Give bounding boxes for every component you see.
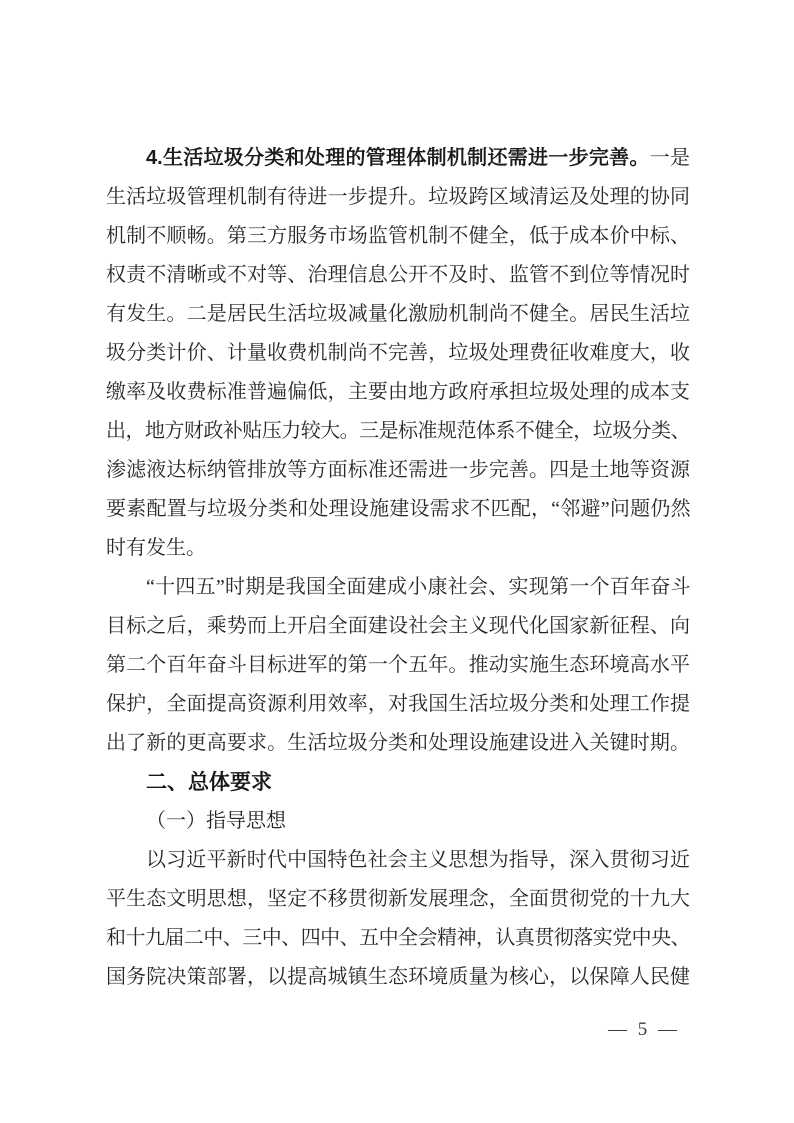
line-text: 权责不清晰或不对等、治理信息公开不及时、监管不到位等情况时 (106, 264, 690, 286)
paragraph-first-line (106, 841, 690, 880)
line-text: 出，地方财政补贴压力较大。三是标准规范体系不健全，垃圾分类、 (106, 420, 690, 442)
line-text: 保护，全面提高资源利用效率，对我国生活垃圾分类和处理工作提 (106, 693, 690, 715)
text-line (106, 334, 690, 373)
line-text: 一是 (649, 147, 690, 169)
line-text: 第二个百年奋斗目标进军的第一个五年。推动实施生态环境高水平 (106, 654, 690, 676)
line-text: 二、总体要求 (146, 771, 272, 794)
line-text: 和十九届二中、三中、四中、五中全会精神，认真贯彻落实党中央、 (106, 927, 690, 949)
text-line (106, 724, 690, 763)
line-text: 要素配置与垃圾分类和处理设施建设需求不匹配，“邻避”问题仍然 (106, 498, 690, 520)
text-line (106, 607, 690, 646)
line-text: 目标之后，乘势而上开启全面建设社会主义现代化国家新征程、向 (106, 615, 690, 637)
text-line (106, 919, 690, 958)
line-text: 生活垃圾管理机制有待进一步提升。垃圾跨区域清运及处理的协同 (106, 186, 690, 208)
line-text: “十四五”时期是我国全面建成小康社会、实现第一个百年奋斗 (146, 576, 690, 598)
subsection-heading (106, 802, 690, 841)
text-line (106, 412, 690, 451)
bold-lead-text: 4.生活垃圾分类和处理的管理体制机制还需进一步完善。 (146, 147, 650, 169)
line-text: 缴率及收费标准普遍偏低，主要由地方政府承担垃圾处理的成本支 (106, 381, 690, 403)
text-line (106, 256, 690, 295)
line-text: 时有发生。 (106, 537, 206, 559)
text-line (106, 646, 690, 685)
text-line (106, 373, 690, 412)
text-line (106, 880, 690, 919)
text-line (106, 958, 690, 997)
line-text: 有发生。二是居民生活垃圾减量化激励机制尚不健全。居民生活垃 (106, 303, 690, 325)
text-block (106, 139, 690, 997)
line-text: 机制不顺畅。第三方服务市场监管机制不健全，低于成本价中标、 (106, 225, 690, 247)
paragraph-first-line (106, 568, 690, 607)
page-number: — 5 — (608, 1019, 680, 1040)
line-text: （一）指导思想 (146, 810, 286, 832)
line-text: 圾分类计价、计量收费机制尚不完善，垃圾处理费征收难度大，收 (106, 342, 690, 364)
text-line (106, 490, 690, 529)
text-line (106, 295, 690, 334)
line-text: 平生态文明思想，坚定不移贯彻新发展理念，全面贯彻党的十九大 (106, 888, 690, 910)
text-line (106, 685, 690, 724)
paragraph-lead-line (106, 139, 690, 178)
text-line (106, 451, 690, 490)
line-text: 以习近平新时代中国特色社会主义思想为指导，深入贯彻习近 (146, 849, 690, 871)
line-text: 出了新的更高要求。生活垃圾分类和处理设施建设进入关键时期。 (106, 732, 690, 754)
text-line (106, 217, 690, 256)
line-text: 国务院决策部署，以提高城镇生态环境质量为核心，以保障人民健 (106, 966, 690, 988)
line-text: 渗滤液达标纳管排放等方面标准还需进一步完善。四是土地等资源 (106, 459, 690, 481)
section-heading (106, 763, 690, 802)
text-line (106, 178, 690, 217)
paragraph-last-line (106, 529, 690, 568)
